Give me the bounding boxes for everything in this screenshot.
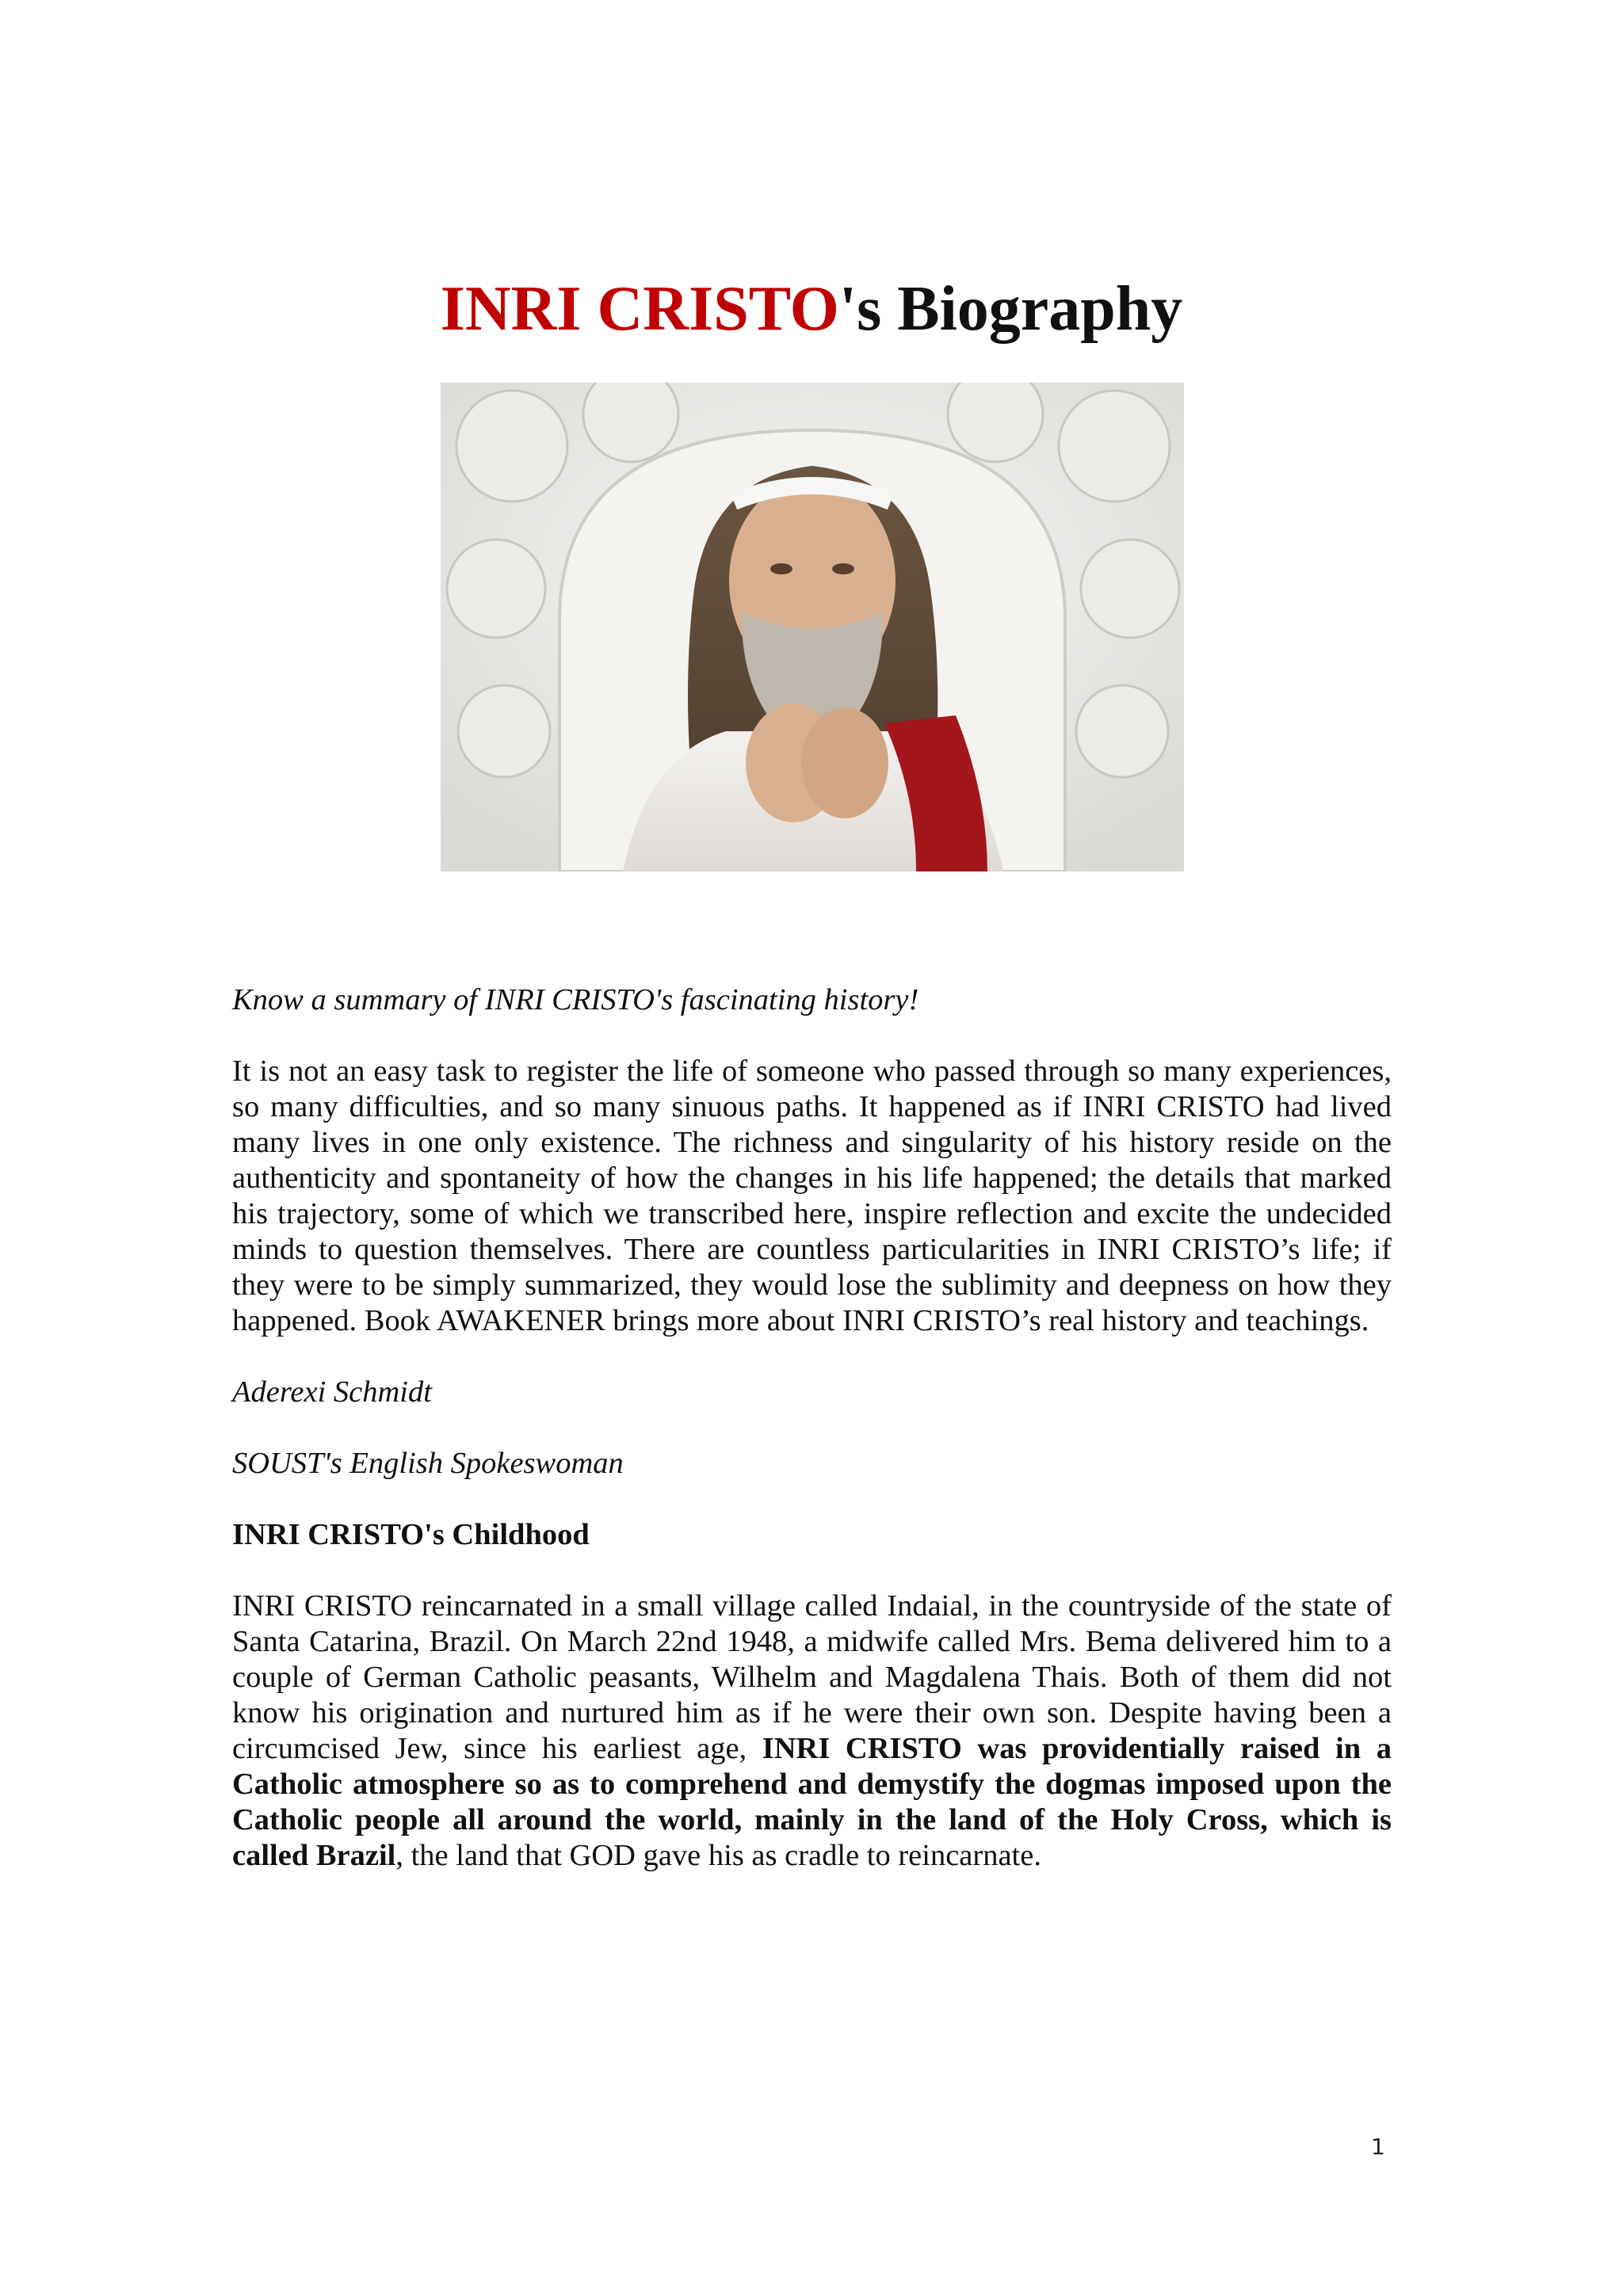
title-highlight: INRI CRISTO [440, 274, 839, 344]
portrait-photo [441, 383, 1184, 871]
page-number: 1 [1371, 2134, 1385, 2160]
portrait-icon [441, 383, 1184, 871]
document-body [232, 982, 1392, 1909]
childhood-text-2: , the land that GOD gave his as cradle to reincarnate. [395, 1839, 1041, 1872]
page-title [0, 269, 1623, 349]
title-rest: 's Biography [838, 274, 1183, 344]
author-name: Aderexi Schmidt [232, 1375, 432, 1409]
childhood-paragraph [232, 1589, 1392, 1874]
intro-tagline: Know a summary of INRI CRISTO's fascinating history! [232, 983, 919, 1016]
section-heading: INRI CRISTO's Childhood [232, 1518, 590, 1551]
intro-paragraph: It is not an easy task to register the life of someone who passed through so many experiences, so many difficulties, and so many sinuous paths. It happened as if INRI CRISTO had lived many lives in one only existence. The richness and singularity of his history reside on the authenticity and spontaneity of how the changes in his life happened; the details that marked his trajectory, some of which we transcribed here, inspire reflection and excite the undecided minds to question themselves. There are countless particularities in INRI CRISTO’s life; if they were to be simply summarized, they would lose the sublimity and deepness on how they happened. Book AWAKENER brings more about INRI CRISTO’s real history and teachings. [232, 1055, 1392, 1337]
childhood-text-1: INRI CRISTO reincarnated in a small village called Indaial, in the countryside of the state of Santa Catarina, Brazil. On March 22nd 1948, a midwife called Mrs. Bema delivered him to a couple of German Catholic peasants, Wilhelm and Magdalena Thais. Both of them did not know his origination and nurtured him as if he were their own son. Despite having been a circumcised Jew, since his earliest age, [232, 1589, 1392, 1765]
childhood-bold-text: INRI CRISTO was providentially raised in a Catholic atmosphere so as to comprehend and demystify the dogmas imposed upon the Catholic people all around the world, mainly in the land of the Holy Cross, which is called Brazil [232, 1732, 1392, 1872]
author-role: SOUST's English Spokeswoman [232, 1447, 624, 1480]
